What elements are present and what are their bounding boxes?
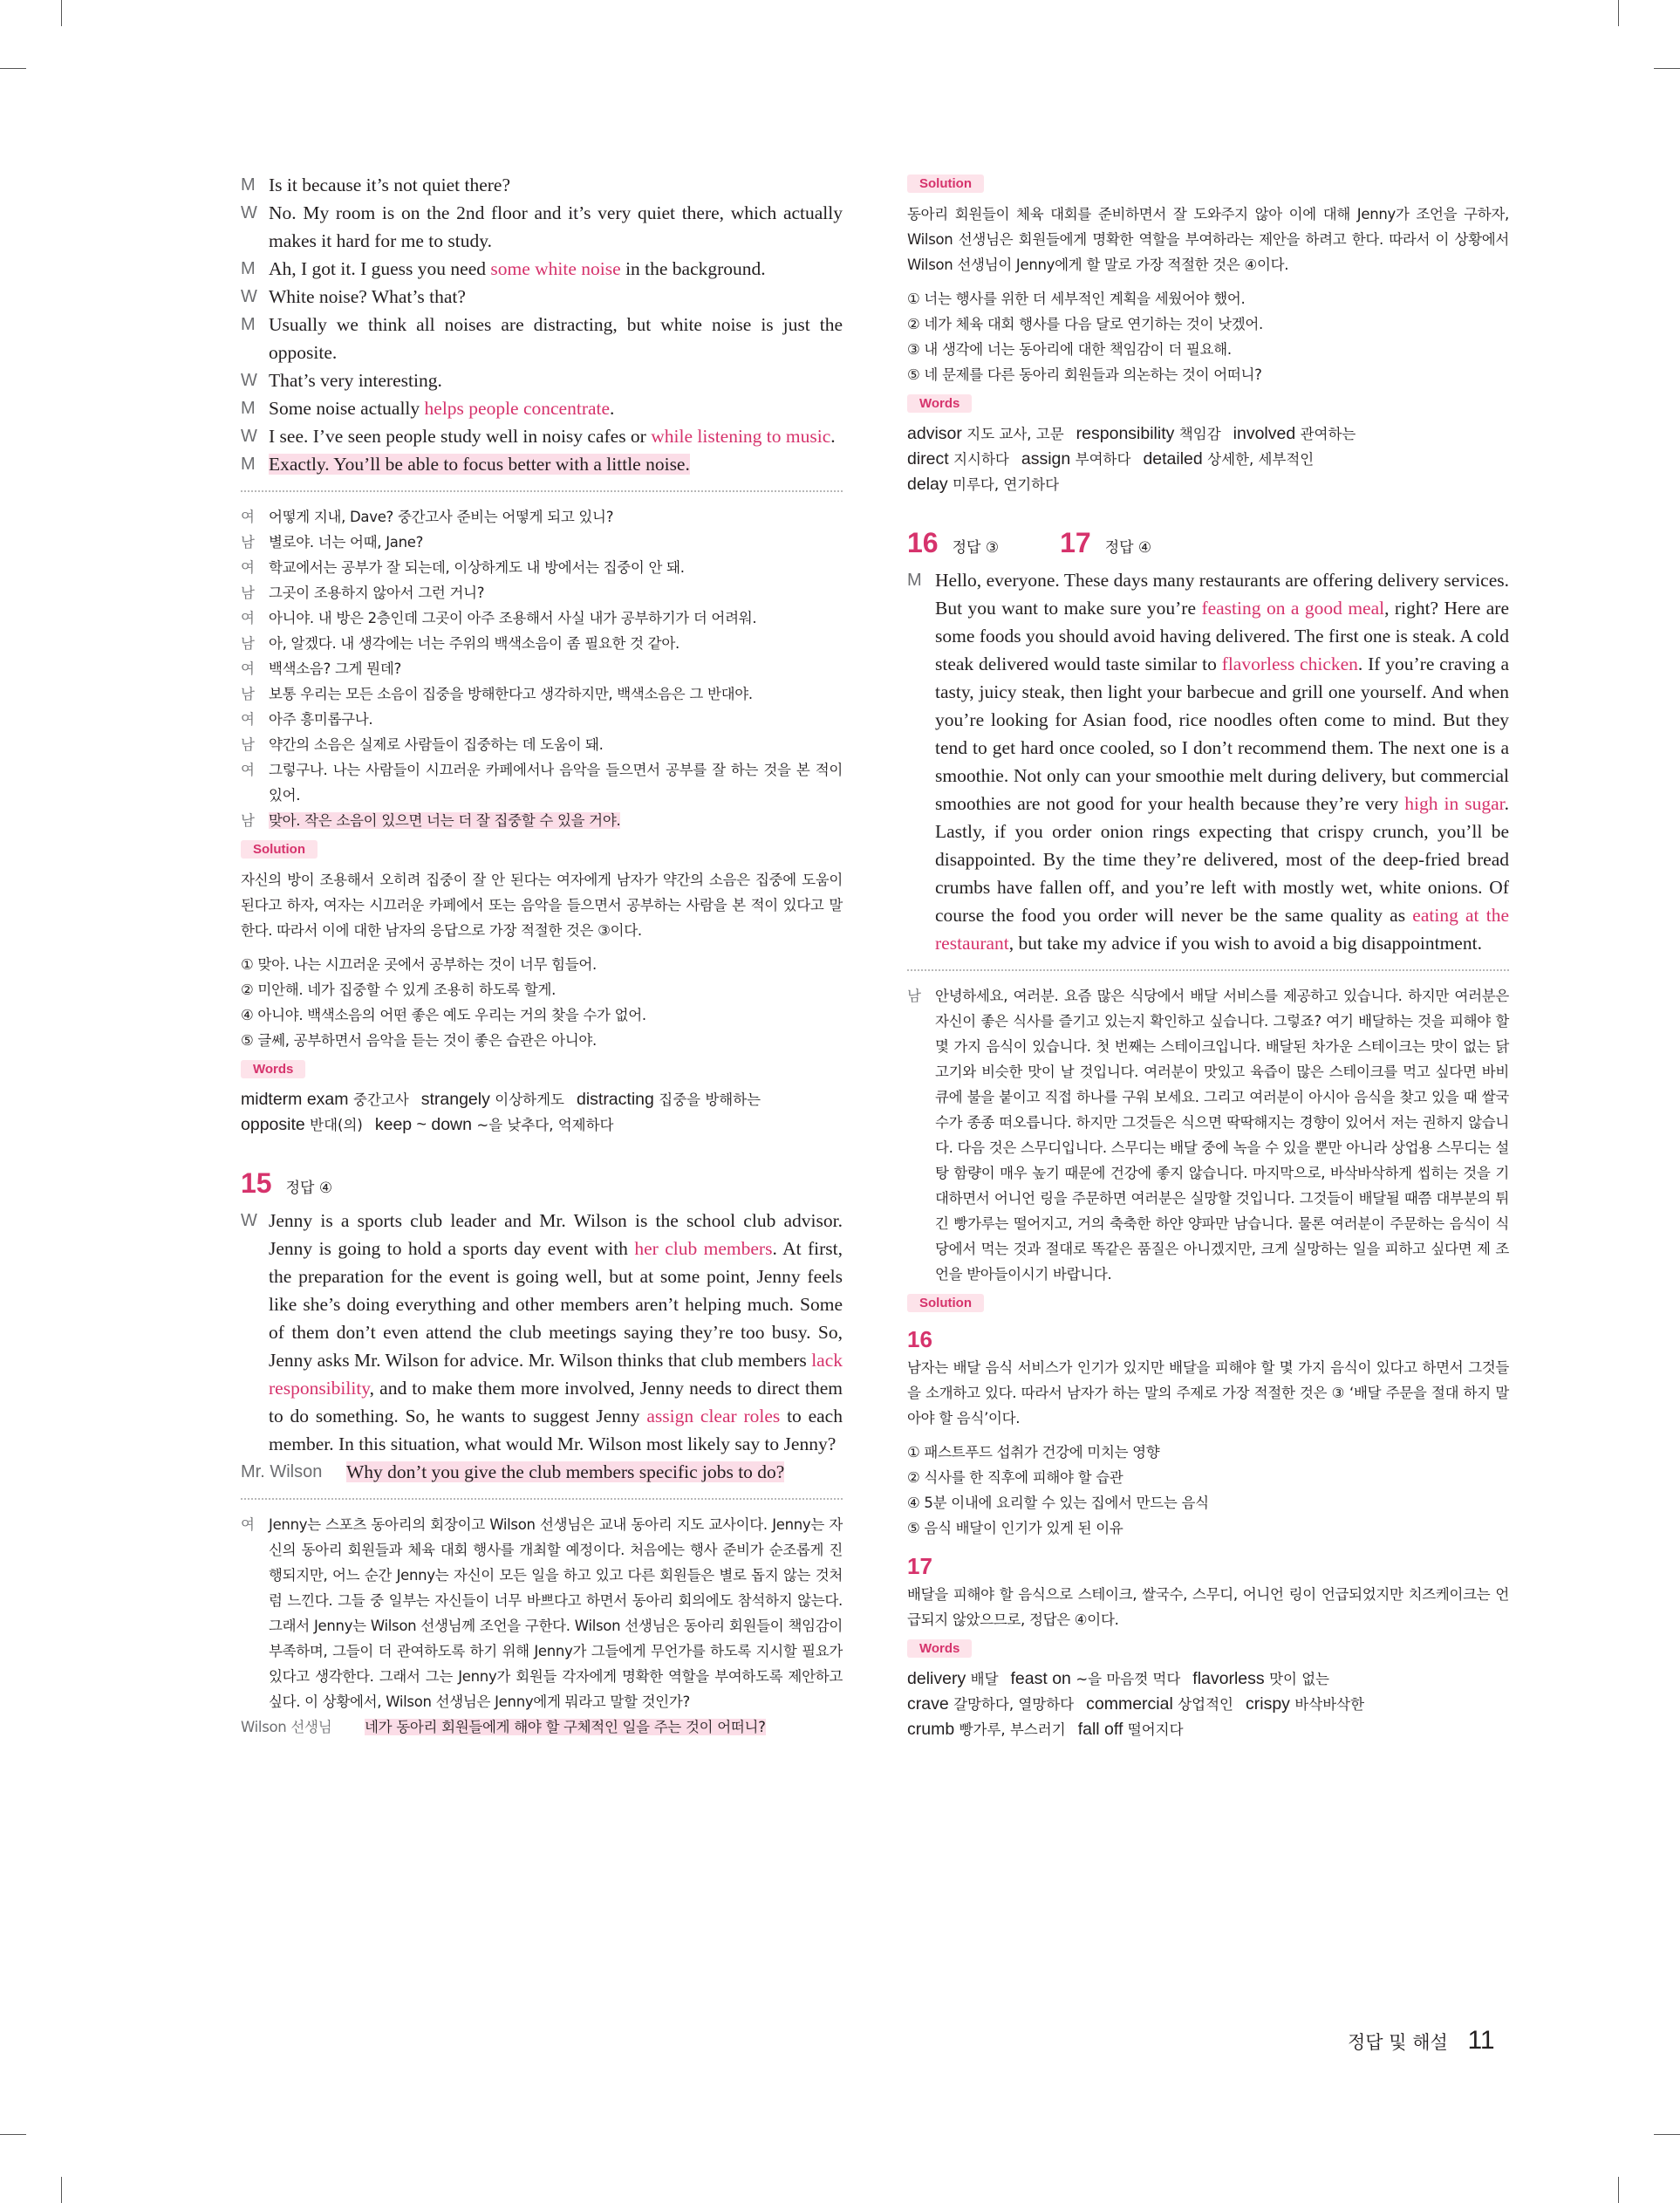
speaker-label: 여 xyxy=(241,509,255,525)
speaker-label: W xyxy=(241,427,257,446)
options-list-15 xyxy=(907,286,1509,387)
option-item: ③ 내 생각에 너는 동아리에 대한 책임감이 더 필요해. xyxy=(907,341,1232,358)
text-run: Ah, I got it. I guess you need xyxy=(269,258,491,279)
translation-line xyxy=(241,605,843,631)
question-16-17-header xyxy=(907,527,1509,559)
option-item: ⑤ 음식 배달이 인기가 있게 된 이유 xyxy=(907,1520,1123,1536)
korean-translation-16 xyxy=(907,983,1509,1287)
divider xyxy=(241,490,843,492)
text-run: Jenny는 스포츠 동아리의 회장이고 Wilson 선생님은 교내 동아리 지도 교사이다. Jenny는 자신의 동아리 회원들과 체육 대회 행사를 개최할 예정이다. 처음에는 행사 준비가 순조롭게 진행되지만, 어느 순간 Jenny는 자신이 모든 일을 하고 있고 다른 회원들은 별로 돕지 않는 것처럼 느낀다. 그들 중 일부는 자신들이 너무 바쁘다고 하면서 동아리 회의에도 참석하지 않는다. 그래서 Jenny는 Wilson 선생님께 조언을 구한다. Wilson 선생님은 동아리 회원들이 책임감이 부족하며, 그들이 더 관여하도록 하기 위해 Jenny가 그들에게 무언가를 하도록 지시할 필요가 있다고 생각한다. 그래서 그는 Jenny가 회원들 각자에게 명확한 역할을 부여하도록 제안하고 싶다. 이 상황에서, Wilson 선생님은 Jenny에게 뭐라고 말할 것인가? xyxy=(269,1516,843,1710)
key-phrase: eating at the restaurant xyxy=(935,905,1509,954)
translation-text xyxy=(269,555,843,580)
answer-key: 정답 ④ xyxy=(285,1180,333,1197)
speaker-label: 여 xyxy=(241,559,255,576)
translation-line xyxy=(241,1714,843,1740)
option-item: ② 미안해. 네가 집중할 수 있게 조용히 하도록 할게. xyxy=(241,982,557,998)
speaker-label: 남 xyxy=(241,635,255,652)
dialog-line xyxy=(241,311,843,366)
solution-text: 자신의 방이 조용해서 오히려 집중이 잘 안 된다는 여자에게 남자가 약간의 소음은 집중에 도움이 된다고 하자, 여자는 시끄러운 카페에서 또는 음악을 들으면서 공부하는 사람을 본 적이 있다고 말한다. 따라서 이에 대한 남자의 응답으로 가장 적절한 것은 ③이다. xyxy=(241,872,843,939)
options-list xyxy=(241,952,843,1053)
dialog-16 xyxy=(907,566,1509,957)
translation-text xyxy=(269,732,843,757)
speaker-label: Wilson 선생님 xyxy=(241,1719,332,1735)
left-column xyxy=(241,171,843,1740)
vocab-term: delay xyxy=(907,475,948,494)
vocab-meaning: ~을 마음껏 먹다 xyxy=(1076,1671,1181,1687)
text-run: in the background. xyxy=(620,258,766,279)
dialog-text xyxy=(269,255,843,283)
words-line xyxy=(907,472,1509,497)
text-run: , but take my advice if you wish to avoid a big disappointment. xyxy=(1008,933,1482,954)
text-run: . If you’re craving a tasty, juicy steak, then light your barbecue and grill one yourself. And when you’re looking for Asian food, rice noodles often come to mind. But they tend to get hard once cooled, so I don’t recommend them. The next one is a smoothie. Not only can your smoothie melt during delivery, but commercial smoothies are not good for your health because they’re very xyxy=(935,653,1510,814)
translation-line xyxy=(241,1512,843,1714)
dialog-line xyxy=(241,366,843,394)
dialog-line xyxy=(907,566,1509,957)
text-run: 학교에서는 공부가 잘 되는데, 이상하게도 내 방에서는 집중이 안 돼. xyxy=(269,559,685,576)
korean-translation-15 xyxy=(241,1512,843,1740)
text-run: 아주 흥미롭구나. xyxy=(269,711,373,728)
text-run: 그곳이 조용하지 않아서 그런 거니? xyxy=(269,585,485,601)
crop-mark xyxy=(1618,0,1619,26)
solution-badge: Solution xyxy=(907,174,984,193)
option-item: ① 패스트푸드 섭취가 건강에 미치는 영향 xyxy=(907,1444,1160,1461)
vocab-term: crumb xyxy=(907,1720,955,1739)
translation-text xyxy=(269,504,843,530)
text-run: . xyxy=(830,426,836,447)
solution-badge: Solution xyxy=(907,1294,984,1312)
text-run: . At first, the preparation for the event is going well, but at some point, Jenny feels like she’s doing everything and other members aren’t helping much. Some of them don’t even attend the club meetings saying they’re too busy. So, Jenny asks Mr. Wilson for advice. Mr. Wilson thinks that club members xyxy=(269,1238,843,1371)
translation-text xyxy=(269,605,843,631)
vocab-term: distracting xyxy=(576,1090,654,1109)
speaker-label: M xyxy=(241,455,256,474)
speaker-label: 여 xyxy=(241,1516,255,1533)
divider xyxy=(241,1498,843,1500)
words-line xyxy=(907,1692,1509,1717)
answer-key: 정답 ③ xyxy=(952,539,1000,557)
translation-text xyxy=(269,1512,843,1714)
vocab-term: advisor xyxy=(907,424,962,443)
vocab-term: strangely xyxy=(420,1090,490,1109)
dialog-line xyxy=(241,283,843,311)
vocab-term: opposite xyxy=(241,1115,305,1134)
text-run: 보통 우리는 모든 소음이 집중을 방해한다고 생각하지만, 백색소음은 그 반대야. xyxy=(269,686,753,702)
dialog-text xyxy=(269,1207,843,1458)
vocab-term: keep ~ down xyxy=(374,1115,472,1134)
vocab-meaning: 중간고사 xyxy=(352,1091,409,1108)
translation-text xyxy=(269,681,843,707)
key-phrase: helps people concentrate xyxy=(424,398,611,419)
words-line xyxy=(241,1112,843,1138)
translation-text xyxy=(269,631,843,656)
speaker-label: W xyxy=(241,287,257,306)
solution-17-number: 17 xyxy=(907,1553,932,1579)
text-run: White noise? What’s that? xyxy=(269,286,466,307)
question-number: 15 xyxy=(241,1167,272,1199)
text-run: 아, 알겠다. 내 생각에는 너는 주위의 백색소음이 좀 필요한 것 같아. xyxy=(269,635,680,652)
speaker-label: Mr. Wilson xyxy=(241,1462,323,1481)
text-run: I see. I’ve seen people study well in noisy cafes or xyxy=(269,426,652,447)
crop-mark xyxy=(1654,2134,1680,2135)
dialog-text xyxy=(269,394,843,422)
option-item: ⑤ 글쎄, 공부하면서 음악을 듣는 것이 좋은 습관은 아니야. xyxy=(241,1032,597,1049)
vocab-meaning: 반대(의) xyxy=(310,1117,363,1133)
key-phrase: feasting on a good meal xyxy=(1201,598,1385,619)
divider xyxy=(907,969,1509,971)
text-run: 백색소음? 그게 뭔데? xyxy=(269,660,401,677)
dialog-line xyxy=(241,1207,843,1458)
translation-line xyxy=(241,530,843,555)
words-badge: Words xyxy=(241,1060,305,1078)
option-item: ④ 아니야. 백색소음의 어떤 좋은 예도 우리는 거의 찾을 수가 없어. xyxy=(241,1007,646,1023)
vocab-meaning: 관여하는 xyxy=(1300,426,1356,442)
key-phrase: flavorless chicken xyxy=(1221,653,1358,674)
text-run: Hello, everyone. These days many restaurants are offering delivery services. But you want to make sure you’re xyxy=(935,570,1509,619)
question-15-header xyxy=(241,1167,843,1200)
translation-line xyxy=(241,504,843,530)
vocab-meaning: ~을 낮추다, 억제하다 xyxy=(476,1117,614,1133)
answer-highlight: Exactly. You’ll be able to focus better with a little noise. xyxy=(269,454,690,475)
text-run: 어떻게 지내, Dave? 중간고사 준비는 어떻게 되고 있니? xyxy=(269,509,614,525)
words-line xyxy=(907,421,1509,447)
answer-highlight: 맞아. 작은 소음이 있으면 너는 더 잘 집중할 수 있을 거야. xyxy=(269,812,621,829)
text-run: Is it because it’s not quiet there? xyxy=(269,174,511,195)
text-run: , right? Here are some foods you should avoid having delivered. The first one is steak. A cold steak delivered would taste similar to xyxy=(935,598,1509,674)
vocab-meaning: 미루다, 연기하다 xyxy=(953,476,1060,493)
vocab-term: direct xyxy=(907,449,949,469)
crop-mark xyxy=(61,0,62,26)
translation-line xyxy=(241,707,843,732)
translation-line xyxy=(241,555,843,580)
solution-16-text: 남자는 배달 음식 서비스가 인기가 있지만 배달을 피해야 할 몇 가지 음식이 있다고 하면서 그것들을 소개하고 있다. 따라서 남자가 하는 말의 주제로 가장 적절한 것은 ③ ‘배달 주문을 절대 하지 말아야 할 음식’이다. xyxy=(907,1359,1509,1426)
translation-line xyxy=(241,656,843,681)
dialog-text xyxy=(346,1458,843,1486)
vocab-meaning: 상업적인 xyxy=(1178,1696,1233,1713)
dialog-line xyxy=(241,199,843,255)
translation-line xyxy=(241,757,843,808)
text-run: 그렇구나. 나는 사람들이 시끄러운 카페에서나 음악을 들으면서 공부를 잘 하는 것을 본 적이 있어. xyxy=(269,762,843,804)
korean-translation-top xyxy=(241,504,843,833)
speaker-label: 여 xyxy=(241,711,255,728)
vocab-term: crispy xyxy=(1246,1694,1290,1714)
text-run: . Lastly, if you order onion rings expecting that crispy crunch, you’ll be disappointed. By the time they’re delivered, most of the deep-fried bread crumbs have fallen off, and you’re left with mostly wet, white onions. Of course the food you order will never be the same quality as xyxy=(935,793,1509,926)
solution-text-15: 동아리 회원들이 체육 대회를 준비하면서 잘 도와주지 않아 이에 대해 Jenny가 조언을 구하자, Wilson 선생님은 회원들에게 명확한 역할을 부여하라는 제안을 하려고 한다. 따라서 이 상황에서 Wilson 선생님이 Jenny에게 할 말로 가장 적절한 것은 ④이다. xyxy=(907,206,1510,273)
crop-mark xyxy=(1618,2177,1619,2203)
text-run: 약간의 소음은 실제로 사람들이 집중하는 데 도움이 돼. xyxy=(269,736,604,753)
vocab-meaning: 지시하다 xyxy=(953,451,1009,468)
dialog-line xyxy=(241,450,843,478)
translation-text xyxy=(269,530,843,555)
text-run: . xyxy=(610,398,615,419)
option-item: ② 네가 체육 대회 행사를 다음 달로 연기하는 것이 낫겠어. xyxy=(907,316,1263,332)
translation-line xyxy=(907,983,1509,1287)
solution-badge: Solution xyxy=(241,840,318,859)
key-phrase: high in sugar xyxy=(1404,793,1505,814)
question-number: 16 xyxy=(907,527,939,558)
key-phrase: lack responsibility xyxy=(269,1350,843,1399)
text-run: 별로야. 너는 어때, Jane? xyxy=(269,534,424,551)
vocab-term: commercial xyxy=(1086,1694,1173,1714)
speaker-label: 남 xyxy=(241,812,255,829)
dialog-text xyxy=(269,366,843,394)
vocab-meaning: 부여하다 xyxy=(1075,451,1131,468)
dialog-15 xyxy=(241,1207,843,1486)
text-run: , and to make them more involved, Jenny needs to direct them to do something. So, he wants to suggest Jenny xyxy=(269,1378,843,1426)
translation-text xyxy=(269,808,843,833)
speaker-label: W xyxy=(241,203,257,222)
translation-text xyxy=(269,707,843,732)
vocab-meaning: 책임감 xyxy=(1178,426,1221,442)
speaker-label: M xyxy=(907,571,922,590)
speaker-label: 여 xyxy=(241,660,255,677)
vocab-term: assign xyxy=(1021,449,1071,469)
crop-mark xyxy=(61,2177,62,2203)
translation-line xyxy=(241,681,843,707)
speaker-label: 남 xyxy=(241,736,255,753)
vocab-meaning: 갈망하다, 열망하다 xyxy=(953,1696,1075,1713)
speaker-label: W xyxy=(241,1211,257,1230)
text-run: to each member. In this situation, what would Mr. Wilson most likely say to Jenny? xyxy=(269,1406,843,1454)
dialog-line xyxy=(241,171,843,199)
answer-highlight: Why don’t you give the club members specific jobs to do? xyxy=(346,1461,785,1482)
words-list xyxy=(241,1087,843,1138)
option-item: ⑤ 네 문제를 다른 동아리 회원들과 의논하는 것이 어떠니? xyxy=(907,366,1262,383)
vocab-term: flavorless xyxy=(1192,1669,1265,1688)
vocab-meaning: 떨어지다 xyxy=(1127,1721,1184,1738)
dialog-text xyxy=(935,566,1509,957)
translation-text xyxy=(269,757,843,808)
translation-line xyxy=(241,580,843,605)
vocab-term: detailed xyxy=(1143,449,1203,469)
solution-16-number: 16 xyxy=(907,1326,932,1352)
dialog-text xyxy=(269,311,843,366)
crop-mark xyxy=(1654,68,1680,69)
speaker-label: M xyxy=(241,315,256,334)
translation-text xyxy=(365,1714,843,1740)
vocab-meaning: 이상하게도 xyxy=(495,1091,564,1108)
page-number: 11 xyxy=(1467,2026,1495,2055)
dialog-line xyxy=(241,394,843,422)
words-list-15 xyxy=(907,421,1509,497)
option-item: ① 맞아. 나는 시끄러운 곳에서 공부하는 것이 너무 힘들어. xyxy=(241,956,597,973)
vocab-term: midterm exam xyxy=(241,1090,349,1109)
dialog-text xyxy=(269,422,843,450)
speaker-label: 여 xyxy=(241,610,255,626)
text-run: 아니야. 내 방은 2층인데 그곳이 아주 조용해서 사실 내가 공부하기가 더 어려워. xyxy=(269,610,757,626)
text-run: 안녕하세요, 여러분. 요즘 많은 식당에서 배달 서비스를 제공하고 있습니다. 하지만 여러분은 자신이 좋은 식사를 즐기고 있는지 확인하고 싶습니다. 그렇죠? 여기 배달하는 것을 피해야 할 몇 가지 음식이 있습니다. 첫 번째는 스테이크입니다. 배달된 차가운 스테이크는 맛이 없는 닭고기와 비슷한 맛이 날 것입니다. 여러분이 맛있고 육즙이 많은 스테이크를 먹고 싶다면 바비큐에 불을 붙이고 직접 하나를 구워 보세요. 그리고 여러분이 아시아 음식을 찾고 있을 때 쌀국수가 종종 떠오릅니다. 하지만 그것들은 식으면 딱딱해지는 경향이 있어서 저는 권하지 않습니다. 다음 것은 스무디입니다. 스무디는 배달 중에 녹을 수 있을 뿐만 아니라 상업용 스무디는 설탕 함량이 매우 높기 때문에 건강에 좋지 않습니다. 마지막으로, 바삭바삭하게 씹히는 것을 기대하면서 어니언 링을 주문하면 여러분은 실망할 것입니다. 그것들이 배달될 때쯤 대부분의 튀긴 빵가루는 떨어지고, 거의 축축한 하얀 양파만 남습니다. 물론 여러분이 주문하는 음식이 식당에서 먹는 것과 절대로 똑같은 품질은 아니겠지만, 크게 실망하는 일을 피하고 싶다면 제 조언을 받아들이시기 바랍니다. xyxy=(935,988,1509,1283)
translation-text xyxy=(935,983,1509,1287)
footer-label: 정답 및 해설 xyxy=(1348,2032,1448,2053)
words-list-16 xyxy=(907,1666,1509,1742)
page-footer xyxy=(1348,2026,1495,2056)
dialog-text xyxy=(269,199,843,255)
words-line xyxy=(241,1087,843,1112)
words-line xyxy=(907,1666,1509,1692)
key-phrase: her club members xyxy=(634,1238,773,1259)
text-run: Some noise actually xyxy=(269,398,425,419)
answer-highlight: 네가 동아리 회원들에게 해야 할 구체적인 일을 주는 것이 어떠니? xyxy=(365,1719,766,1735)
text-run: That’s very interesting. xyxy=(269,370,442,391)
dialog-text xyxy=(269,171,843,199)
dialog-text xyxy=(269,283,843,311)
translation-text xyxy=(269,656,843,681)
speaker-label: W xyxy=(241,371,257,390)
words-badge: Words xyxy=(907,1639,972,1658)
speaker-label: 여 xyxy=(241,762,255,778)
translation-text xyxy=(269,580,843,605)
question-number: 17 xyxy=(1060,527,1091,558)
vocab-term: feast on xyxy=(1010,1669,1071,1688)
vocab-meaning: 지도 교사, 고문 xyxy=(966,426,1064,442)
words-line xyxy=(907,447,1509,472)
text-run: Jenny is a sports club leader and Mr. Wilson is the school club advisor. Jenny is going to hold a sports day event with xyxy=(269,1210,843,1259)
crop-mark xyxy=(0,68,26,69)
dialog-line xyxy=(241,422,843,450)
crop-mark xyxy=(0,2134,26,2135)
speaker-label: 남 xyxy=(907,988,921,1004)
vocab-term: delivery xyxy=(907,1669,966,1688)
words-line xyxy=(907,1717,1509,1742)
key-phrase: while listening to music xyxy=(651,426,831,447)
words-badge: Words xyxy=(907,394,972,413)
vocab-term: responsibility xyxy=(1076,424,1175,443)
option-item: ④ 5분 이내에 요리할 수 있는 집에서 만드는 음식 xyxy=(907,1495,1209,1511)
translation-line xyxy=(241,808,843,833)
dialog-top xyxy=(241,171,843,478)
answer-key: 정답 ④ xyxy=(1104,539,1152,557)
vocab-term: fall off xyxy=(1077,1720,1123,1739)
key-phrase: assign clear roles xyxy=(646,1406,781,1426)
solution-17-text: 배달을 피해야 할 음식으로 스테이크, 쌀국수, 스무디, 어니언 링이 언급되었지만 치즈케이크는 언급되지 않았으므로, 정답은 ④이다. xyxy=(907,1586,1509,1628)
right-column xyxy=(907,171,1509,1742)
speaker-label: 남 xyxy=(241,686,255,702)
vocab-meaning: 배달 xyxy=(970,1671,999,1687)
vocab-meaning: 집중을 방해하는 xyxy=(659,1091,761,1108)
translation-line xyxy=(241,732,843,757)
vocab-meaning: 바삭바삭한 xyxy=(1294,1696,1365,1713)
vocab-meaning: 빵가루, 부스러기 xyxy=(959,1721,1066,1738)
option-item: ① 너는 행사를 위한 더 세부적인 계획을 세웠어야 했어. xyxy=(907,291,1246,307)
options-list-16 xyxy=(907,1440,1509,1541)
dialog-line xyxy=(241,255,843,283)
vocab-meaning: 상세한, 세부적인 xyxy=(1207,451,1315,468)
speaker-label: M xyxy=(241,175,256,195)
key-phrase: some white noise xyxy=(490,258,621,279)
option-item: ② 식사를 한 직후에 피해야 할 습관 xyxy=(907,1469,1123,1486)
vocab-meaning: 맛이 없는 xyxy=(1269,1671,1330,1687)
translation-line xyxy=(241,631,843,656)
speaker-label: 남 xyxy=(241,585,255,601)
speaker-label: M xyxy=(241,259,256,278)
vocab-term: crave xyxy=(907,1694,949,1714)
text-run: No. My room is on the 2nd floor and it’s very quiet there, which actually makes it hard for me to study. xyxy=(269,202,843,251)
text-run: Usually we think all noises are distracting, but white noise is just the opposite. xyxy=(269,314,843,363)
speaker-label: M xyxy=(241,399,256,418)
dialog-line xyxy=(241,1458,843,1486)
dialog-text xyxy=(269,450,843,478)
vocab-term: involved xyxy=(1233,424,1296,443)
speaker-label: 남 xyxy=(241,534,255,551)
